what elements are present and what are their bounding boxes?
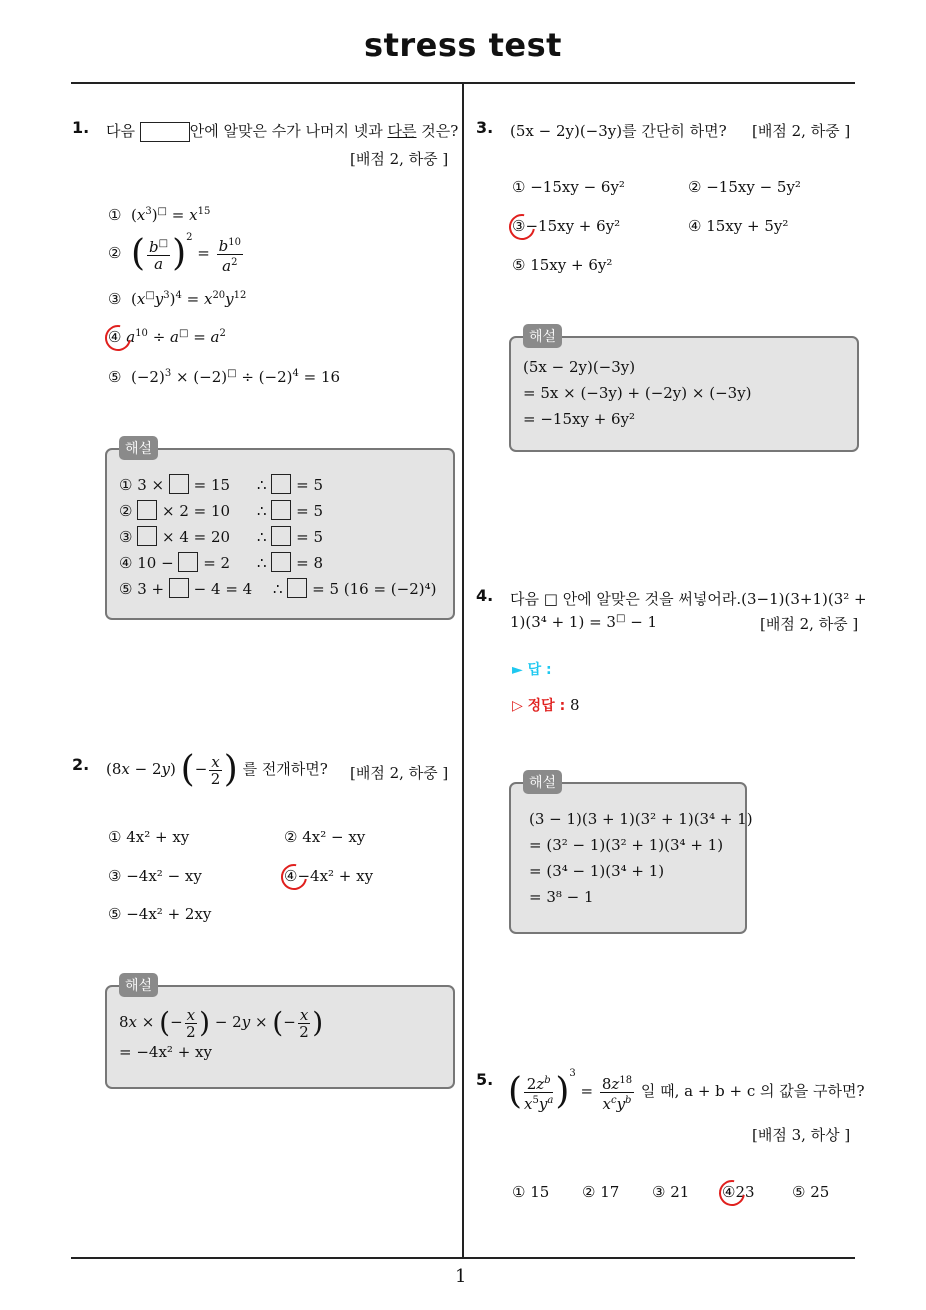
q5-prompt-suffix: 일 때, a + b + c 의 값을 구하면? <box>640 1082 865 1100</box>
solution-line: (5x − 2y)(−3y) <box>523 358 636 376</box>
solution-line: ⑤ 3 + − 4 = 4 <box>119 580 253 598</box>
q2-solution-label: 해설 <box>119 973 158 997</box>
q4-prompt-line2: 1)(3⁴ + 1) = 3□ − 1 <box>510 613 658 631</box>
q5-choice-1[interactable]: ① 15 <box>512 1183 550 1201</box>
q1-choice-5[interactable]: ⑤ $(-2)^3 \times (-2)^□ \div (-2)^4 = 16$ <box>108 368 341 386</box>
choice-marker: ③ <box>108 290 122 308</box>
q1-choice-1[interactable]: ① $(x^3)^□ = x^{15}$ <box>108 206 211 224</box>
solution-line: = −15xy + 6y² <box>523 410 636 428</box>
q4-solution-box <box>509 782 753 934</box>
q5-choice-2[interactable]: ② 17 <box>582 1183 620 1201</box>
q3-choice-5[interactable]: ⑤ 15xy + 6y² <box>512 256 613 274</box>
q2-choice-1[interactable]: ① 4x² + xy <box>108 828 190 846</box>
q3-prompt-expr: (5x − 2y)(−3y) <box>510 122 623 140</box>
page-number: 1 <box>455 1266 467 1287</box>
q4-meta: [배점 2, 하중 ] <box>760 615 859 633</box>
choice-marker: ④ <box>108 328 122 346</box>
answer-circle-mark <box>276 859 312 895</box>
q1-solution-box <box>105 448 455 620</box>
answer-circle-mark <box>100 320 136 356</box>
solution-line: = −4x² + xy <box>119 1043 212 1061</box>
choice-value: 23 <box>735 1183 755 1201</box>
q3-meta: [배점 2, 하중 ] <box>752 122 851 140</box>
q1-choice-4[interactable]: ④ $a^{10} \div a^□ = a^2$ <box>108 328 226 346</box>
q1-prompt-c: 것은? <box>421 122 459 140</box>
q1-solution-label: 해설 <box>119 436 158 460</box>
q3-choice-2[interactable]: ② −15xy − 5y² <box>688 178 801 196</box>
q2-prompt-suffix: 를 전개하면? <box>242 760 328 778</box>
solution-line: = (3² − 1)(3² + 1)(3⁴ + 1) <box>529 836 724 854</box>
q4-number: 4. <box>476 586 494 605</box>
q1-prompt-b: 안에 알맞은 수가 나머지 넷과 <box>189 122 383 140</box>
choice-value: 16 <box>320 368 341 386</box>
blank-box <box>140 122 190 142</box>
solution-line: ∴ = 5 <box>257 528 323 546</box>
solution-line: ④ 10 − = 2 <box>119 554 231 572</box>
q3-choice-4[interactable]: ④ 15xy + 5y² <box>688 217 789 235</box>
solution-line: ① 3 × = 15 <box>119 476 231 494</box>
choice-marker: ④ <box>284 867 298 885</box>
solution-line: ② × 2 = 10 <box>119 502 231 520</box>
solution-line: ③ × 4 = 20 <box>119 528 231 546</box>
solution-line: = 5x × (−3y) + (−2y) × (−3y) <box>523 384 752 402</box>
q1-number: 1. <box>72 118 90 137</box>
answer-circle-mark <box>504 209 540 245</box>
q2-choice-5[interactable]: ⑤ −4x² + 2xy <box>108 905 212 923</box>
choice-marker: ④ <box>722 1183 736 1201</box>
solution-line: ∴ = 5 (16 = (−2)⁴) <box>273 580 437 598</box>
q3-prompt-suffix: 를 간단히 하면? <box>622 122 727 140</box>
q1-choice-2[interactable]: ② ( $\frac{b^□}{a}$ )$^2$ = $\frac{b^{10}}{a^2}$ <box>108 232 241 275</box>
q2-number: 2. <box>72 755 90 774</box>
q5-number: 5. <box>476 1070 494 1089</box>
solution-line: (3 − 1)(3 + 1)(3² + 1)(3⁴ + 1) <box>529 810 753 828</box>
q1-choice-3[interactable]: ③ $(x^□y^3)^4 = x^{20}y^{12}$ <box>108 290 247 308</box>
column-divider <box>462 84 464 1258</box>
q5-prompt: ( $\frac{2z^b}{x^5y^a}$ )$^3$ = $\frac{8z^{18}}{x^cy^b}$ 일 때, a + b + c 의 값을 구하면? <box>508 1068 865 1113</box>
solution-line: ∴ = 5 <box>257 502 323 520</box>
q1-prompt-underlined: 다른 <box>387 122 417 140</box>
q4-correct-answer <box>512 695 580 715</box>
q2-meta: [배점 2, 하중 ] <box>350 764 449 782</box>
choice-value: −4x² + xy <box>297 867 374 885</box>
solution-line: ∴ = 5 <box>257 476 323 494</box>
correct-value: 8 <box>569 696 580 714</box>
solution-line: 8x × (− $\frac{x}{2}$ ) − 2y × (− $\frac{x}{2}$ ) <box>119 1005 324 1041</box>
choice-marker: ⑤ <box>108 368 122 386</box>
q4-prompt-line1: 다음 □ 안에 알맞은 것을 써넣어라.(3−1)(3+1)(3² + <box>510 590 867 608</box>
q2-choice-2[interactable]: ② 4x² − xy <box>284 828 366 846</box>
choice-marker: ③ <box>512 217 526 235</box>
solution-line: ∴ = 8 <box>257 554 323 572</box>
q4-answer-label: ► 답 : <box>512 662 552 678</box>
q1-prompt <box>106 120 458 142</box>
choice-value: −15xy + 6y² <box>525 217 621 235</box>
page-title: stress test <box>364 26 562 64</box>
q5-choice-3[interactable]: ③ 21 <box>652 1183 690 1201</box>
q2-prompt: (8x − 2y) (− $\frac{x}{2}$ ) 를 전개하면? <box>106 749 328 790</box>
correct-label: ▷ 정답 : <box>512 698 566 714</box>
q4-solution-label: 해설 <box>523 770 562 794</box>
solution-line: = 3⁸ − 1 <box>529 888 594 906</box>
q3-solution-label: 해설 <box>523 324 562 348</box>
q1-meta: [배점 2, 하중 ] <box>350 150 449 168</box>
choice-marker: ① <box>108 206 122 224</box>
q3-number: 3. <box>476 118 494 137</box>
q5-choice-5[interactable]: ⑤ 25 <box>792 1183 830 1201</box>
footer-rule <box>71 1257 855 1259</box>
choice-marker: ② <box>108 244 122 262</box>
q2-choice-3[interactable]: ③ −4x² − xy <box>108 867 202 885</box>
q3-solution-box <box>509 336 859 452</box>
q5-meta: [배점 3, 하상 ] <box>752 1126 851 1144</box>
solution-line: = (3⁴ − 1)(3⁴ + 1) <box>529 862 665 880</box>
q1-prompt-a: 다음 <box>106 122 135 140</box>
q2-solution-box <box>105 985 455 1089</box>
q3-prompt <box>510 120 727 141</box>
answer-circle-mark <box>714 1175 750 1211</box>
q3-choice-1[interactable]: ① −15xy − 6y² <box>512 178 625 196</box>
